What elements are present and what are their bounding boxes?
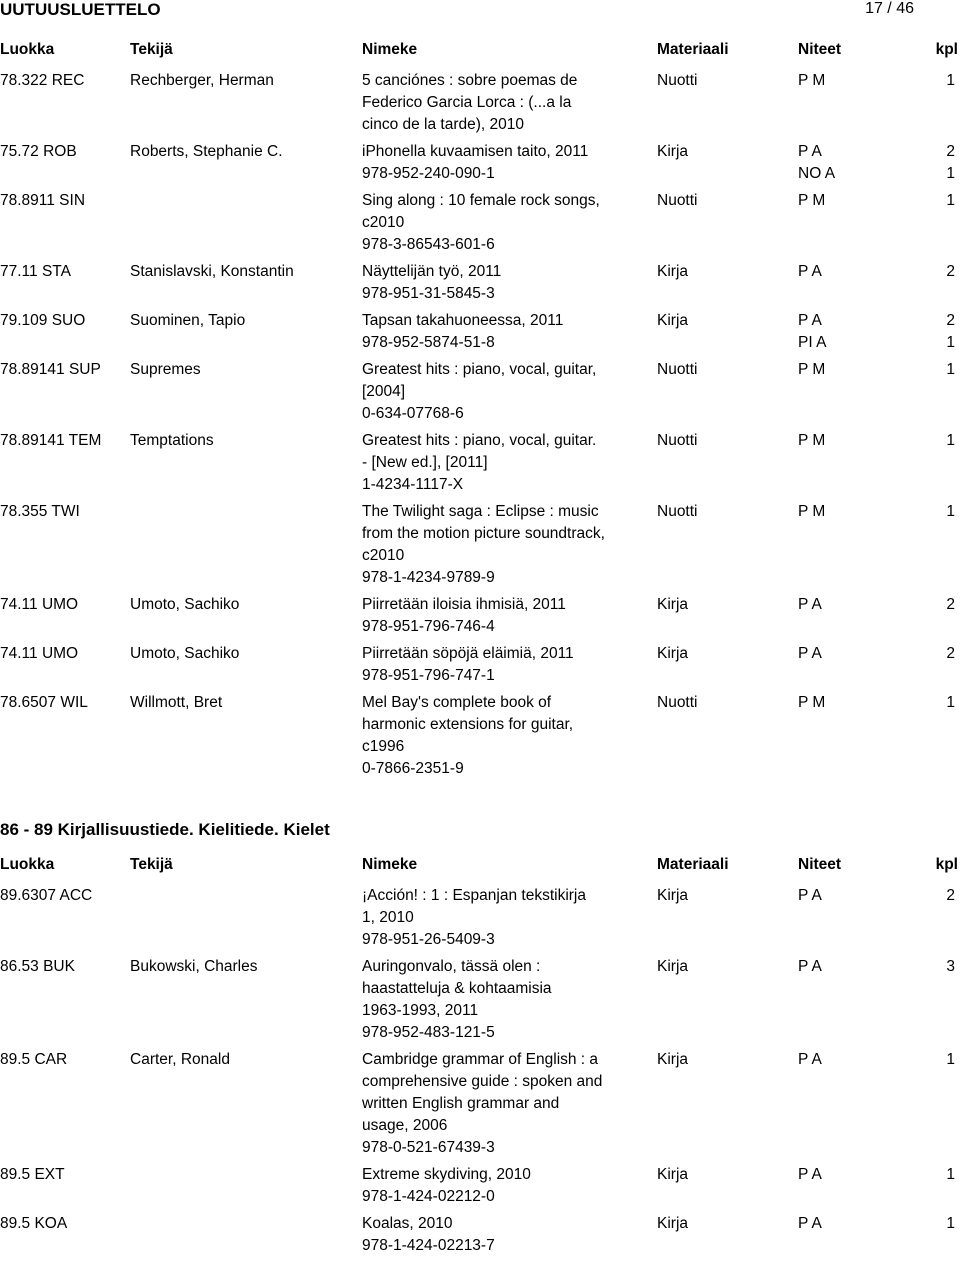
nimeke-line: The Twilight saga : Eclipse : music [362,503,599,520]
nimeke-line: from the motion picture soundtrack, [362,525,605,542]
kpl-line: 2 [946,887,955,904]
cell-kpl [946,643,955,665]
cell-nimeke [362,430,652,496]
nimeke-line: Greatest hits : piano, vocal, guitar. [362,432,597,449]
column-header-luokka: Luokka [0,856,55,873]
cell-materiaali: Nuotti [657,503,698,520]
table-row [0,430,960,501]
page-number: 17 / 46 [865,0,914,17]
table-header [0,40,960,70]
niteet-line: P A [798,312,822,329]
niteet-line: NO A [798,165,836,182]
section-2 [0,818,960,1262]
cell-luokka: 78.6507 WIL [0,694,88,711]
cell-nimeke [362,261,652,305]
section-heading: 86 - 89 Kirjallisuustiede. Kielitiede. Kielet [0,820,330,839]
nimeke-line: 1963-1993, 2011 [362,1002,479,1019]
cell-kpl [946,885,955,907]
column-header-nimeke: Nimeke [362,41,418,58]
cell-niteet [798,310,826,354]
nimeke-line: Koalas, 2010 [362,1215,453,1232]
column-header-tekija: Tekijä [130,41,173,58]
cell-materiaali: Kirja [657,645,689,662]
table-row [0,643,960,692]
cell-kpl [946,70,955,92]
kpl-line: 1 [946,165,955,182]
kpl-line: 1 [946,192,955,209]
table-row [0,594,960,643]
niteet-line: P M [798,503,826,520]
nimeke-line: [2004] [362,383,406,400]
cell-luokka: 75.72 ROB [0,143,77,160]
cell-tekija: Umoto, Sachiko [130,596,240,613]
kpl-line: 1 [946,1051,955,1068]
cell-niteet [798,261,822,283]
niteet-line: P A [798,887,822,904]
column-header-materiaali: Materiaali [657,41,729,58]
nimeke-line: haastatteluja & kohtaamisia [362,980,552,997]
cell-materiaali: Nuotti [657,432,698,449]
cell-nimeke [362,1213,652,1257]
nimeke-line: 978-1-4234-9789-9 [362,569,495,586]
kpl-line: 3 [946,958,955,975]
cell-kpl [946,310,955,354]
cell-niteet [798,1164,822,1186]
cell-luokka: 78.355 TWI [0,503,80,520]
cell-niteet [798,885,822,907]
niteet-line: P A [798,263,822,280]
nimeke-line: 5 canciónes : sobre poemas de [362,72,578,89]
cell-luokka: 77.11 STA [0,263,71,280]
nimeke-line: - [New ed.], [2011] [362,454,488,471]
cell-materiaali: Kirja [657,1215,689,1232]
cell-nimeke [362,594,652,638]
cell-materiaali: Kirja [657,1051,689,1068]
cell-tekija: Suominen, Tapio [130,312,246,329]
niteet-line: P A [798,143,822,160]
table-row [0,501,960,594]
cell-niteet [798,359,825,381]
column-header-niteet: Niteet [798,41,842,58]
nimeke-line: Greatest hits : piano, vocal, guitar, [362,361,597,378]
nimeke-line: ¡Acción! : 1 : Espanjan tekstikirja [362,887,586,904]
nimeke-line: c2010 [362,547,405,564]
kpl-line: 1 [946,72,955,89]
column-header-tekija: Tekijä [130,856,173,873]
table-row [0,310,960,359]
cell-kpl [946,501,955,523]
cell-niteet [798,643,822,665]
cell-kpl [946,190,955,212]
cell-luokka: 89.6307 ACC [0,887,93,904]
cell-nimeke [362,310,652,354]
kpl-line: 1 [946,334,955,351]
nimeke-line: Extreme skydiving, 2010 [362,1166,531,1183]
nimeke-line: Sing along : 10 female rock songs, [362,192,600,209]
cell-materiaali: Kirja [657,312,689,329]
kpl-line: 1 [946,1166,955,1183]
nimeke-line: Federico Garcia Lorca : (...a la [362,94,572,111]
cell-luokka: 79.109 SUO [0,312,86,329]
document-title: UUTUUSLUETTELO [0,0,161,19]
cell-kpl [946,1049,955,1071]
cell-luokka: 86.53 BUK [0,958,75,975]
cell-luokka: 89.5 EXT [0,1166,65,1183]
cell-luokka: 74.11 UMO [0,596,79,613]
cell-nimeke [362,956,652,1044]
nimeke-line: 978-1-424-02213-7 [362,1237,495,1254]
cell-tekija: Bukowski, Charles [130,958,258,975]
nimeke-line: harmonic extensions for guitar, [362,716,574,733]
nimeke-line: 978-951-31-5845-3 [362,285,495,302]
cell-luokka: 89.5 CAR [0,1051,68,1068]
cell-tekija: Willmott, Bret [130,694,223,711]
cell-materiaali: Nuotti [657,361,698,378]
nimeke-line: 978-951-796-747-1 [362,667,495,684]
nimeke-line: 978-952-483-121-5 [362,1024,495,1041]
niteet-line: P A [798,1051,822,1068]
nimeke-line: comprehensive guide : spoken and [362,1073,603,1090]
table-header [0,855,960,885]
cell-kpl [946,1213,955,1235]
cell-nimeke [362,359,652,425]
nimeke-line: iPhonella kuvaamisen taito, 2011 [362,143,589,160]
kpl-line: 2 [946,143,955,160]
cell-materiaali: Kirja [657,1166,689,1183]
cell-niteet [798,430,825,452]
cell-materiaali: Kirja [657,958,689,975]
cell-nimeke [362,885,652,951]
cell-tekija: Carter, Ronald [130,1051,230,1068]
nimeke-line: c2010 [362,214,405,231]
cell-luokka: 74.11 UMO [0,645,79,662]
cell-luokka: 78.322 REC [0,72,85,89]
column-header-niteet: Niteet [798,856,842,873]
cell-luokka: 78.89141 SUP [0,361,101,378]
niteet-line: P M [798,432,826,449]
kpl-line: 2 [946,312,955,329]
nimeke-line: 978-951-796-746-4 [362,618,495,635]
nimeke-line: Piirretään iloisia ihmisiä, 2011 [362,596,566,613]
cell-niteet [798,70,825,92]
cell-tekija: Umoto, Sachiko [130,645,240,662]
section-1 [0,40,960,785]
cell-niteet [798,141,835,185]
cell-kpl [946,1164,955,1186]
table-row [0,885,960,956]
cell-luokka: 78.8911 SIN [0,192,86,209]
cell-nimeke [362,692,652,780]
niteet-line: P A [798,645,822,662]
cell-nimeke [362,70,652,136]
nimeke-line: 0-7866-2351-9 [362,760,464,777]
column-header-kpl: kpl [935,41,958,58]
kpl-line: 2 [946,263,955,280]
cell-nimeke [362,141,652,185]
cell-niteet [798,190,825,212]
table-row [0,1213,960,1262]
nimeke-line: Tapsan takahuoneessa, 2011 [362,312,564,329]
table-row [0,359,960,430]
cell-tekija: Temptations [130,432,214,449]
kpl-line: 1 [946,361,955,378]
nimeke-line: written English grammar and [362,1095,560,1112]
kpl-line: 2 [946,596,955,613]
cell-kpl [946,692,955,714]
cell-nimeke [362,190,652,256]
cell-niteet [798,501,825,523]
kpl-line: 1 [946,1215,955,1232]
niteet-line: P M [798,192,826,209]
table-row [0,956,960,1049]
kpl-line: 2 [946,645,955,662]
cell-materiaali: Nuotti [657,72,698,89]
nimeke-line: 978-1-424-02212-0 [362,1188,495,1205]
table-row [0,1164,960,1213]
cell-luokka: 78.89141 TEM [0,432,102,449]
nimeke-line: 1, 2010 [362,909,414,926]
table-row [0,692,960,785]
nimeke-line: 978-951-26-5409-3 [362,931,495,948]
nimeke-line: 1-4234-1117-X [362,476,464,493]
cell-tekija: Rechberger, Herman [130,72,274,89]
niteet-line: P A [798,1166,822,1183]
cell-nimeke [362,643,652,687]
cell-materiaali: Nuotti [657,694,698,711]
table-row [0,141,960,190]
cell-kpl [946,956,955,978]
nimeke-line: cinco de la tarde), 2010 [362,116,524,133]
cell-nimeke [362,1164,652,1208]
cell-materiaali: Kirja [657,887,689,904]
column-header-nimeke: Nimeke [362,856,418,873]
cell-tekija: Stanislavski, Konstantin [130,263,294,280]
cell-materiaali: Kirja [657,143,689,160]
cell-materiaali: Nuotti [657,192,698,209]
cell-tekija: Supremes [130,361,201,378]
cell-niteet [798,1049,822,1071]
cell-luokka: 89.5 KOA [0,1215,68,1232]
cell-niteet [798,594,822,616]
niteet-line: P A [798,596,822,613]
nimeke-line: Auringonvalo, tässä olen : [362,958,541,975]
nimeke-line: c1996 [362,738,405,755]
table-row [0,70,960,141]
niteet-line: P M [798,694,826,711]
cell-kpl [946,430,955,452]
table-row [0,190,960,261]
cell-kpl [946,261,955,283]
kpl-line: 1 [946,503,955,520]
nimeke-line: usage, 2006 [362,1117,448,1134]
cell-materiaali: Kirja [657,596,689,613]
nimeke-line: Mel Bay's complete book of [362,694,552,711]
niteet-line: PI A [798,334,827,351]
niteet-line: P M [798,72,826,89]
nimeke-line: 0-634-07768-6 [362,405,464,422]
cell-nimeke [362,1049,652,1159]
table-row [0,261,960,310]
column-header-materiaali: Materiaali [657,856,729,873]
nimeke-line: Näyttelijän työ, 2011 [362,263,502,280]
cell-kpl [946,359,955,381]
niteet-line: P A [798,1215,822,1232]
nimeke-line: Cambridge grammar of English : a [362,1051,599,1068]
column-header-luokka: Luokka [0,41,55,58]
cell-materiaali: Kirja [657,263,689,280]
kpl-line: 1 [946,432,955,449]
cell-niteet [798,956,822,978]
cell-kpl [946,141,955,185]
nimeke-line: Piirretään söpöjä eläimiä, 2011 [362,645,574,662]
column-header-kpl: kpl [935,856,958,873]
kpl-line: 1 [946,694,955,711]
cell-niteet [798,1213,822,1235]
nimeke-line: 978-0-521-67439-3 [362,1139,495,1156]
cell-niteet [798,692,825,714]
table-row [0,1049,960,1164]
nimeke-line: 978-952-5874-51-8 [362,334,495,351]
nimeke-line: 978-3-86543-601-6 [362,236,495,253]
cell-nimeke [362,501,652,589]
cell-kpl [946,594,955,616]
niteet-line: P A [798,958,822,975]
niteet-line: P M [798,361,826,378]
nimeke-line: 978-952-240-090-1 [362,165,495,182]
cell-tekija: Roberts, Stephanie C. [130,143,283,160]
